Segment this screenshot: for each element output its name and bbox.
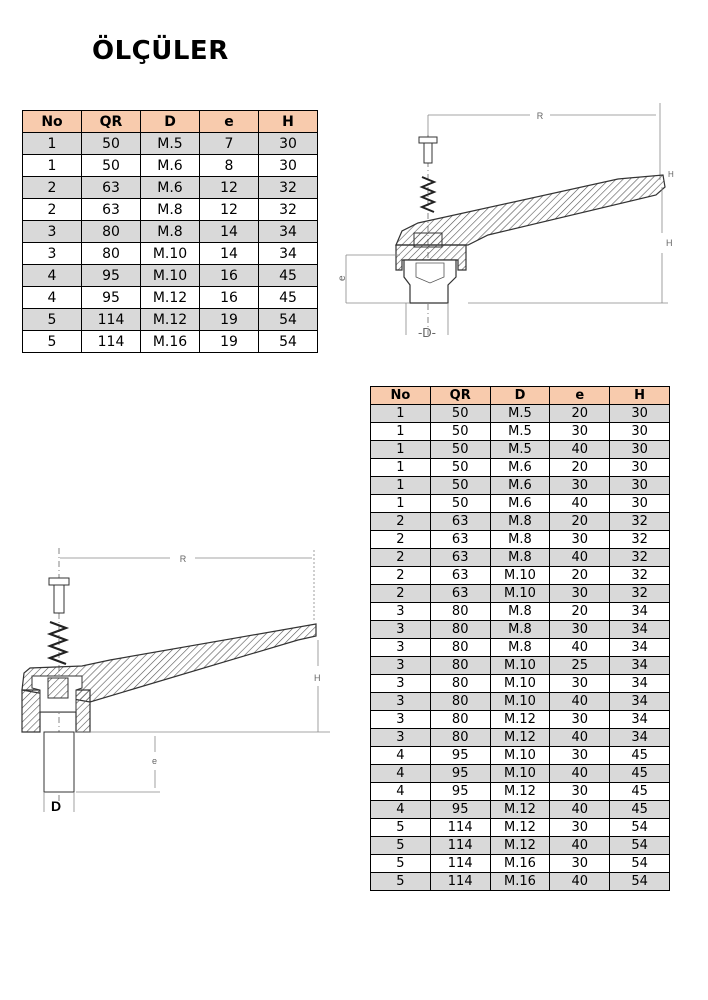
table-cell: 30 [610, 423, 670, 441]
table-cell: 30 [550, 747, 610, 765]
table-cell: M.8 [490, 513, 550, 531]
table-cell: M.12 [490, 837, 550, 855]
table-cell: 19 [200, 331, 259, 353]
table-cell: 3 [371, 639, 431, 657]
table-cell: 3 [23, 221, 82, 243]
table-cell: 114 [430, 873, 490, 891]
table-cell: 1 [371, 495, 431, 513]
table-row [23, 221, 318, 243]
table-cell: 40 [550, 765, 610, 783]
table-row [23, 199, 318, 221]
table-cell: M.10 [141, 265, 200, 287]
table-cell: 12 [200, 177, 259, 199]
table-cell: 2 [371, 567, 431, 585]
lever-drawing-male [20, 540, 340, 820]
table-cell: 30 [550, 477, 610, 495]
table-cell: M.10 [490, 657, 550, 675]
table-cell: 80 [430, 729, 490, 747]
table-cell: 3 [371, 621, 431, 639]
table-cell: 40 [550, 639, 610, 657]
table-cell: 1 [23, 133, 82, 155]
column-header: No [23, 111, 82, 133]
table-row [371, 621, 670, 639]
table-cell: 32 [610, 549, 670, 567]
table-row [371, 603, 670, 621]
table-cell: 95 [82, 287, 141, 309]
table-row [371, 459, 670, 477]
table-cell: 3 [371, 603, 431, 621]
table-cell: 4 [371, 783, 431, 801]
table-cell: 114 [82, 331, 141, 353]
table-row [371, 639, 670, 657]
table-cell: M.8 [490, 621, 550, 639]
dimension-label-r: R [536, 111, 544, 121]
table-cell: 2 [371, 585, 431, 603]
table-cell: 80 [82, 221, 141, 243]
table-row [371, 729, 670, 747]
table-cell: 32 [259, 199, 318, 221]
table-cell: 50 [430, 441, 490, 459]
table-cell: M.10 [490, 585, 550, 603]
table-cell: 63 [430, 513, 490, 531]
table-cell: 40 [550, 729, 610, 747]
table-cell: 80 [82, 243, 141, 265]
table-cell: M.5 [490, 423, 550, 441]
table-row [371, 747, 670, 765]
table-cell: 4 [371, 765, 431, 783]
table-cell: 5 [23, 331, 82, 353]
table-cell: 40 [550, 873, 610, 891]
column-header: D [490, 387, 550, 405]
column-header: H [259, 111, 318, 133]
table-cell: 54 [259, 309, 318, 331]
table-cell: 63 [430, 585, 490, 603]
table-row [371, 405, 670, 423]
table-cell: 4 [371, 801, 431, 819]
table-row [371, 513, 670, 531]
table-cell: 54 [610, 855, 670, 873]
table-cell: 19 [200, 309, 259, 331]
table-cell: M.6 [141, 155, 200, 177]
table-cell: M.8 [490, 549, 550, 567]
table-cell: 2 [23, 199, 82, 221]
table-cell: 14 [200, 243, 259, 265]
table-cell: 114 [430, 819, 490, 837]
table-row [23, 309, 318, 331]
table-cell: M.8 [141, 199, 200, 221]
table-cell: 95 [430, 765, 490, 783]
table-cell: 30 [610, 459, 670, 477]
table-row [371, 675, 670, 693]
table-cell: 30 [259, 133, 318, 155]
table-cell: M.10 [490, 567, 550, 585]
table-cell: 32 [610, 531, 670, 549]
table-cell: 54 [610, 837, 670, 855]
table-cell: 80 [430, 657, 490, 675]
table-cell: 40 [550, 495, 610, 513]
table-cell: M.12 [490, 783, 550, 801]
table-cell: 34 [610, 621, 670, 639]
table-cell: 30 [550, 423, 610, 441]
table-cell: 1 [371, 423, 431, 441]
table-cell: 30 [610, 441, 670, 459]
spring [422, 177, 434, 212]
table-row [371, 495, 670, 513]
table-cell: 45 [610, 801, 670, 819]
table-cell: 12 [200, 199, 259, 221]
table-cell: 3 [371, 711, 431, 729]
dimension-label-r: R [179, 554, 187, 564]
table-cell: 80 [430, 675, 490, 693]
table-row [371, 477, 670, 495]
table-cell: 95 [430, 801, 490, 819]
pin-head [419, 137, 437, 143]
column-header: QR [82, 111, 141, 133]
table-cell: 50 [430, 423, 490, 441]
table-row [371, 837, 670, 855]
table-cell: M.12 [490, 711, 550, 729]
table-cell: 16 [200, 265, 259, 287]
table-cell: 8 [200, 155, 259, 177]
table-cell: 30 [550, 855, 610, 873]
dimensions-table-short [22, 110, 318, 353]
table-cell: 20 [550, 513, 610, 531]
table-header-row [371, 387, 670, 405]
table-cell: 1 [371, 441, 431, 459]
table-cell: M.6 [490, 459, 550, 477]
table-cell: 5 [371, 855, 431, 873]
lever-drawing-female [318, 95, 690, 350]
table-cell: 32 [610, 585, 670, 603]
dimensions-table-long [370, 386, 670, 891]
table-cell: 114 [82, 309, 141, 331]
table-cell: 40 [550, 549, 610, 567]
insert-core [48, 678, 68, 698]
pin-head [49, 578, 69, 585]
table-cell: 30 [550, 585, 610, 603]
table-cell: 34 [610, 675, 670, 693]
table-cell: 50 [82, 155, 141, 177]
table-cell: 45 [610, 783, 670, 801]
table-row [371, 873, 670, 891]
dimension-label-h-small: H [668, 170, 674, 179]
table-cell: 4 [23, 265, 82, 287]
table-cell: M.10 [490, 693, 550, 711]
table-cell: M.8 [490, 639, 550, 657]
table-cell: 63 [82, 199, 141, 221]
table-cell: M.12 [490, 729, 550, 747]
table-cell: 63 [430, 531, 490, 549]
table-cell: 34 [610, 729, 670, 747]
table-cell: M.6 [490, 477, 550, 495]
table-cell: 30 [550, 783, 610, 801]
table-row [371, 819, 670, 837]
table-cell: 2 [371, 513, 431, 531]
table-cell: 4 [23, 287, 82, 309]
page-title: ÖLÇÜLER [92, 36, 229, 66]
table-cell: M.5 [141, 133, 200, 155]
dimension-label-d: D [51, 798, 62, 814]
table-cell: 2 [23, 177, 82, 199]
table-row [371, 567, 670, 585]
table-cell: 2 [371, 549, 431, 567]
table-cell: M.12 [490, 819, 550, 837]
table-cell: 2 [371, 531, 431, 549]
spring [50, 622, 66, 664]
table-cell: M.16 [141, 331, 200, 353]
table-cell: 30 [550, 675, 610, 693]
table-row [23, 265, 318, 287]
table-header-row [23, 111, 318, 133]
table-row [371, 693, 670, 711]
table-cell: 34 [610, 639, 670, 657]
table-cell: 30 [550, 711, 610, 729]
table-cell: 5 [23, 309, 82, 331]
table-cell: 30 [550, 531, 610, 549]
table-cell: 20 [550, 603, 610, 621]
table-cell: 1 [23, 155, 82, 177]
table-cell: M.6 [490, 495, 550, 513]
insert-top [414, 233, 442, 247]
table-cell: 1 [371, 405, 431, 423]
table-cell: 5 [371, 819, 431, 837]
table-row [371, 855, 670, 873]
table-cell: 3 [371, 675, 431, 693]
pin-shaft [424, 143, 432, 163]
table-cell: 32 [610, 513, 670, 531]
table-cell: 3 [371, 657, 431, 675]
table-cell: 3 [371, 729, 431, 747]
table-cell: 20 [550, 567, 610, 585]
table-cell: 45 [610, 765, 670, 783]
table-row [371, 441, 670, 459]
dimension-label-d: -D- [417, 325, 437, 340]
table-cell: 40 [550, 693, 610, 711]
table-cell: 20 [550, 459, 610, 477]
table-cell: M.12 [141, 287, 200, 309]
table-cell: 40 [550, 837, 610, 855]
threaded-stud [44, 732, 74, 792]
table-cell: 50 [430, 477, 490, 495]
table-cell: 45 [259, 265, 318, 287]
column-header: e [200, 111, 259, 133]
table-cell: 34 [610, 657, 670, 675]
table-cell: 45 [259, 287, 318, 309]
table-cell: 30 [550, 621, 610, 639]
table-cell: M.5 [490, 441, 550, 459]
table-row [371, 765, 670, 783]
table-cell: M.16 [490, 855, 550, 873]
column-header: e [550, 387, 610, 405]
table-cell: M.12 [141, 309, 200, 331]
table-cell: 30 [259, 155, 318, 177]
table-cell: 63 [430, 567, 490, 585]
table-cell: 54 [610, 873, 670, 891]
table-row [23, 177, 318, 199]
table-cell: 34 [610, 603, 670, 621]
table-cell: 50 [430, 405, 490, 423]
table-cell: M.10 [141, 243, 200, 265]
dimension-label-h: H [314, 673, 321, 683]
table-row [23, 155, 318, 177]
table-cell: 1 [371, 477, 431, 495]
table-cell: 5 [371, 837, 431, 855]
column-header: QR [430, 387, 490, 405]
table-cell: 30 [550, 819, 610, 837]
table-cell: 32 [610, 567, 670, 585]
table-cell: 80 [430, 639, 490, 657]
table-cell: 34 [610, 711, 670, 729]
table-cell: 95 [82, 265, 141, 287]
table-row [23, 243, 318, 265]
table-cell: 3 [371, 693, 431, 711]
table-cell: 20 [550, 405, 610, 423]
column-header: H [610, 387, 670, 405]
table-cell: 7 [200, 133, 259, 155]
table-cell: 3 [23, 243, 82, 265]
table-row [23, 287, 318, 309]
table-cell: 80 [430, 693, 490, 711]
table-cell: 50 [82, 133, 141, 155]
table-cell: 114 [430, 837, 490, 855]
table-cell: 30 [610, 495, 670, 513]
table-cell: 63 [430, 549, 490, 567]
table-cell: 63 [82, 177, 141, 199]
table-cell: M.16 [490, 873, 550, 891]
table-cell: M.12 [490, 801, 550, 819]
dimension-label-e: e [152, 756, 158, 766]
table-cell: 34 [610, 693, 670, 711]
table-cell: 34 [259, 221, 318, 243]
table-cell: M.5 [490, 405, 550, 423]
table-row [371, 531, 670, 549]
table-cell: 5 [371, 873, 431, 891]
table-cell: M.10 [490, 675, 550, 693]
table-cell: 14 [200, 221, 259, 243]
table-cell: 45 [610, 747, 670, 765]
table-row [371, 711, 670, 729]
table-cell: 32 [259, 177, 318, 199]
table-row [371, 657, 670, 675]
table-row [371, 801, 670, 819]
table-row [23, 133, 318, 155]
table-cell: M.8 [490, 603, 550, 621]
table-cell: 25 [550, 657, 610, 675]
table-row [371, 585, 670, 603]
table-row [371, 549, 670, 567]
table-cell: 50 [430, 495, 490, 513]
table-cell: 54 [259, 331, 318, 353]
column-header: D [141, 111, 200, 133]
table-cell: 40 [550, 441, 610, 459]
table-cell: 95 [430, 747, 490, 765]
table-cell: 80 [430, 711, 490, 729]
pin-shaft [54, 585, 64, 613]
column-header: No [371, 387, 431, 405]
table-cell: 30 [610, 405, 670, 423]
table-cell: 80 [430, 621, 490, 639]
table-row [371, 783, 670, 801]
table-cell: 114 [430, 855, 490, 873]
table-cell: M.8 [141, 221, 200, 243]
table-cell: 16 [200, 287, 259, 309]
table-row [371, 423, 670, 441]
table-cell: 80 [430, 603, 490, 621]
table-row [23, 331, 318, 353]
dimension-label-e: e [337, 275, 348, 281]
table-cell: 30 [610, 477, 670, 495]
table-cell: M.6 [141, 177, 200, 199]
table-cell: 1 [371, 459, 431, 477]
table-cell: 95 [430, 783, 490, 801]
table-cell: M.10 [490, 765, 550, 783]
table-cell: 40 [550, 801, 610, 819]
table-cell: M.8 [490, 531, 550, 549]
table-cell: 4 [371, 747, 431, 765]
dimension-label-h: H [666, 238, 673, 248]
table-cell: 50 [430, 459, 490, 477]
table-cell: 34 [259, 243, 318, 265]
table-cell: 54 [610, 819, 670, 837]
table-cell: M.10 [490, 747, 550, 765]
